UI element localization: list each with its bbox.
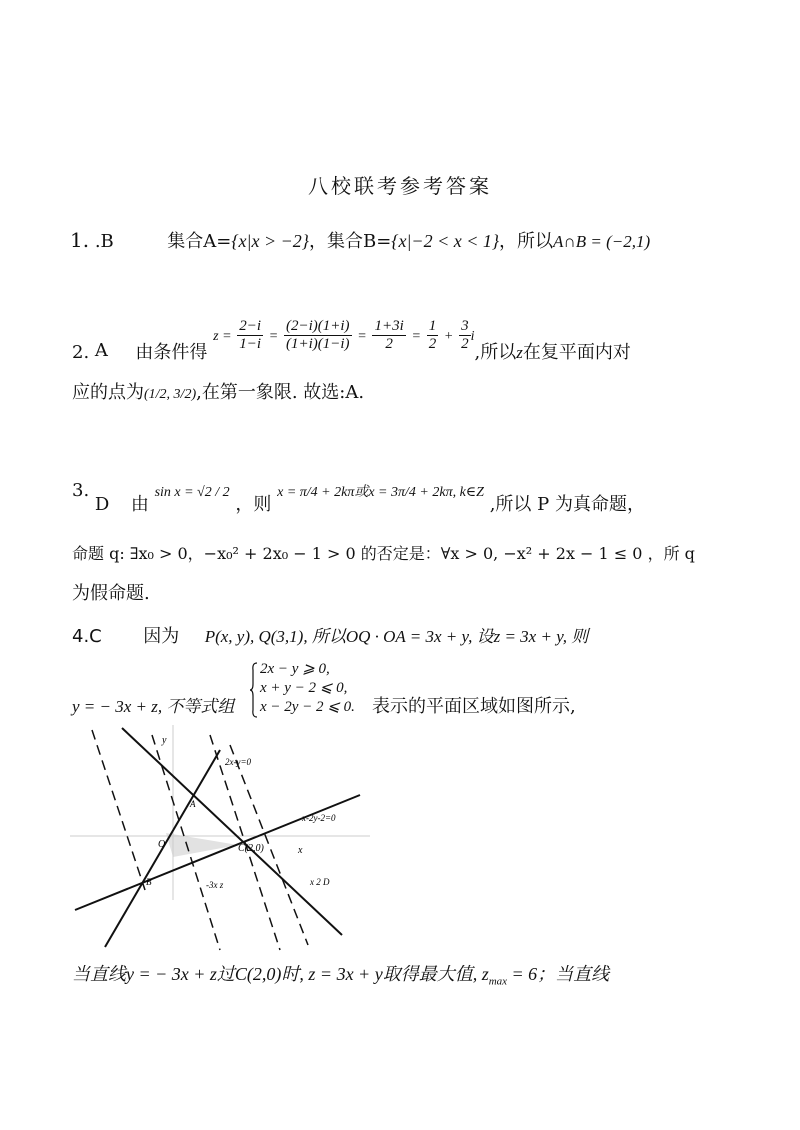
q1-text3: ，所以	[499, 231, 554, 252]
q4-sys3: x − 2y − 2 ⩽ 0.	[260, 698, 355, 715]
q1-set-a: {x|x > −2}	[231, 231, 309, 251]
q2-eq2: =	[357, 329, 367, 344]
q2-frac5: $\frac{3}{2}$	[461, 318, 469, 352]
q3-text1: ,所以 P 为真命题，	[489, 494, 645, 515]
dashed-level-line-1	[92, 730, 145, 890]
q2-zz: z	[516, 343, 523, 362]
figure-point-a: A	[190, 799, 196, 809]
q4-sys1: 2x − y ⩾ 0,	[260, 661, 330, 677]
q2-line2a: 应的点为	[72, 382, 144, 403]
question-2-line2	[72, 384, 364, 402]
q4-sys2: x + y − 2 ⩽ 0,	[260, 679, 348, 696]
figure-origin: O	[158, 839, 166, 850]
q2-text3: 在复平面内对	[522, 342, 631, 363]
q4-because: 因为	[143, 626, 180, 647]
q2-frac2: $\frac{(2-i)(1+i)}{(1+i)(1-i)}$	[285, 318, 350, 352]
figure-line2-label: x-2y-2=0	[302, 813, 336, 823]
q3-line3: 为假命题.	[72, 583, 150, 604]
q3-text: 由	[130, 494, 149, 515]
figure-level-label: -3x z	[206, 880, 224, 890]
q2-eq3: =	[411, 329, 421, 344]
feasible-region-figure	[70, 725, 370, 955]
q4-yline: y = − 3x + z, 不等式组	[72, 697, 235, 716]
q2-plus: +	[443, 329, 454, 344]
q2-z: z =	[213, 329, 232, 344]
q2-text2: ,所以	[474, 342, 517, 363]
question-3-line2	[72, 545, 695, 563]
q2-line2b: ,在第一象限. 故选:A.	[196, 382, 365, 403]
q4-text2: 表示的平面区域如图所示,	[372, 696, 576, 717]
q2-i: i	[470, 329, 475, 344]
question-4-bottom	[72, 965, 609, 988]
q4-system	[256, 660, 355, 716]
q2-frac3: $\frac{1+3i}{2}$	[374, 318, 404, 352]
q4-bottom-sub: max	[488, 975, 508, 988]
question-3	[72, 480, 645, 515]
question-4-line2b	[372, 698, 576, 716]
q4-p: P(x, y), Q(3,1), 所以	[204, 627, 346, 646]
q1-text2: ，集合B=	[308, 231, 392, 252]
figure-point-b: B	[146, 877, 152, 887]
question-3-line3	[72, 585, 150, 603]
q2-point: (1/2, 3/2)	[144, 387, 197, 402]
q3-line2: 命题 q: ∃x₀ > 0，−x₀² + 2x₀ − 1 > 0 的否定是：∀x > 0, −x² + 2x − 1 ≤ 0 ，所 q	[72, 544, 695, 563]
figure-x-label: x	[298, 845, 303, 856]
figure-line1-label: 2x-y=0	[225, 757, 252, 767]
q4-number: 4.C	[72, 626, 102, 647]
q3-then: ，则	[235, 494, 272, 515]
q3-answer: D	[94, 494, 110, 515]
q2-eq1: =	[268, 329, 279, 344]
q1-answer: .B	[94, 231, 114, 252]
q4-bottom-end: = 6；当直线	[507, 964, 610, 984]
question-4	[72, 628, 588, 646]
q3-condition: sin x = √2 / 2	[154, 485, 230, 500]
q1-number: 1.	[70, 228, 90, 252]
q2-frac1: $\frac{2-i}{1-i}$	[239, 318, 262, 352]
figure-y-label: y	[162, 735, 167, 746]
q3-solution: x = π/4 + 2kπ或x = 3π/4 + 2kπ, k∈Z	[277, 485, 484, 500]
q3-number: 3.	[72, 480, 90, 501]
figure-line3-label: x 2 D	[310, 877, 330, 887]
q1-text: 集合A=	[167, 231, 232, 252]
q2-frac4: $\frac{1}{2}$	[428, 318, 437, 352]
q1-result: A∩B = (−2,1)	[553, 232, 651, 251]
question-1	[70, 230, 650, 251]
q4-brace	[250, 662, 258, 718]
page-title: 八校联考参考答案	[308, 174, 492, 198]
figure-point-c: C(2,0)	[238, 843, 264, 854]
q2-text: 由条件得	[135, 342, 208, 363]
q1-set-b: {x|−2 < x < 1}	[391, 231, 500, 251]
q2-answer: A	[94, 340, 108, 361]
q4-bottom: 当直线y = − 3x + z过C(2,0)时, z = 3x + y取得最大值, z	[72, 964, 489, 984]
q4-dot: OQ · OA = 3x + y, 设z = 3x + y, 则	[345, 627, 589, 646]
question-2	[72, 318, 631, 363]
feasible-region	[166, 833, 238, 857]
q2-number: 2.	[72, 342, 90, 363]
question-4-line2	[72, 698, 234, 716]
